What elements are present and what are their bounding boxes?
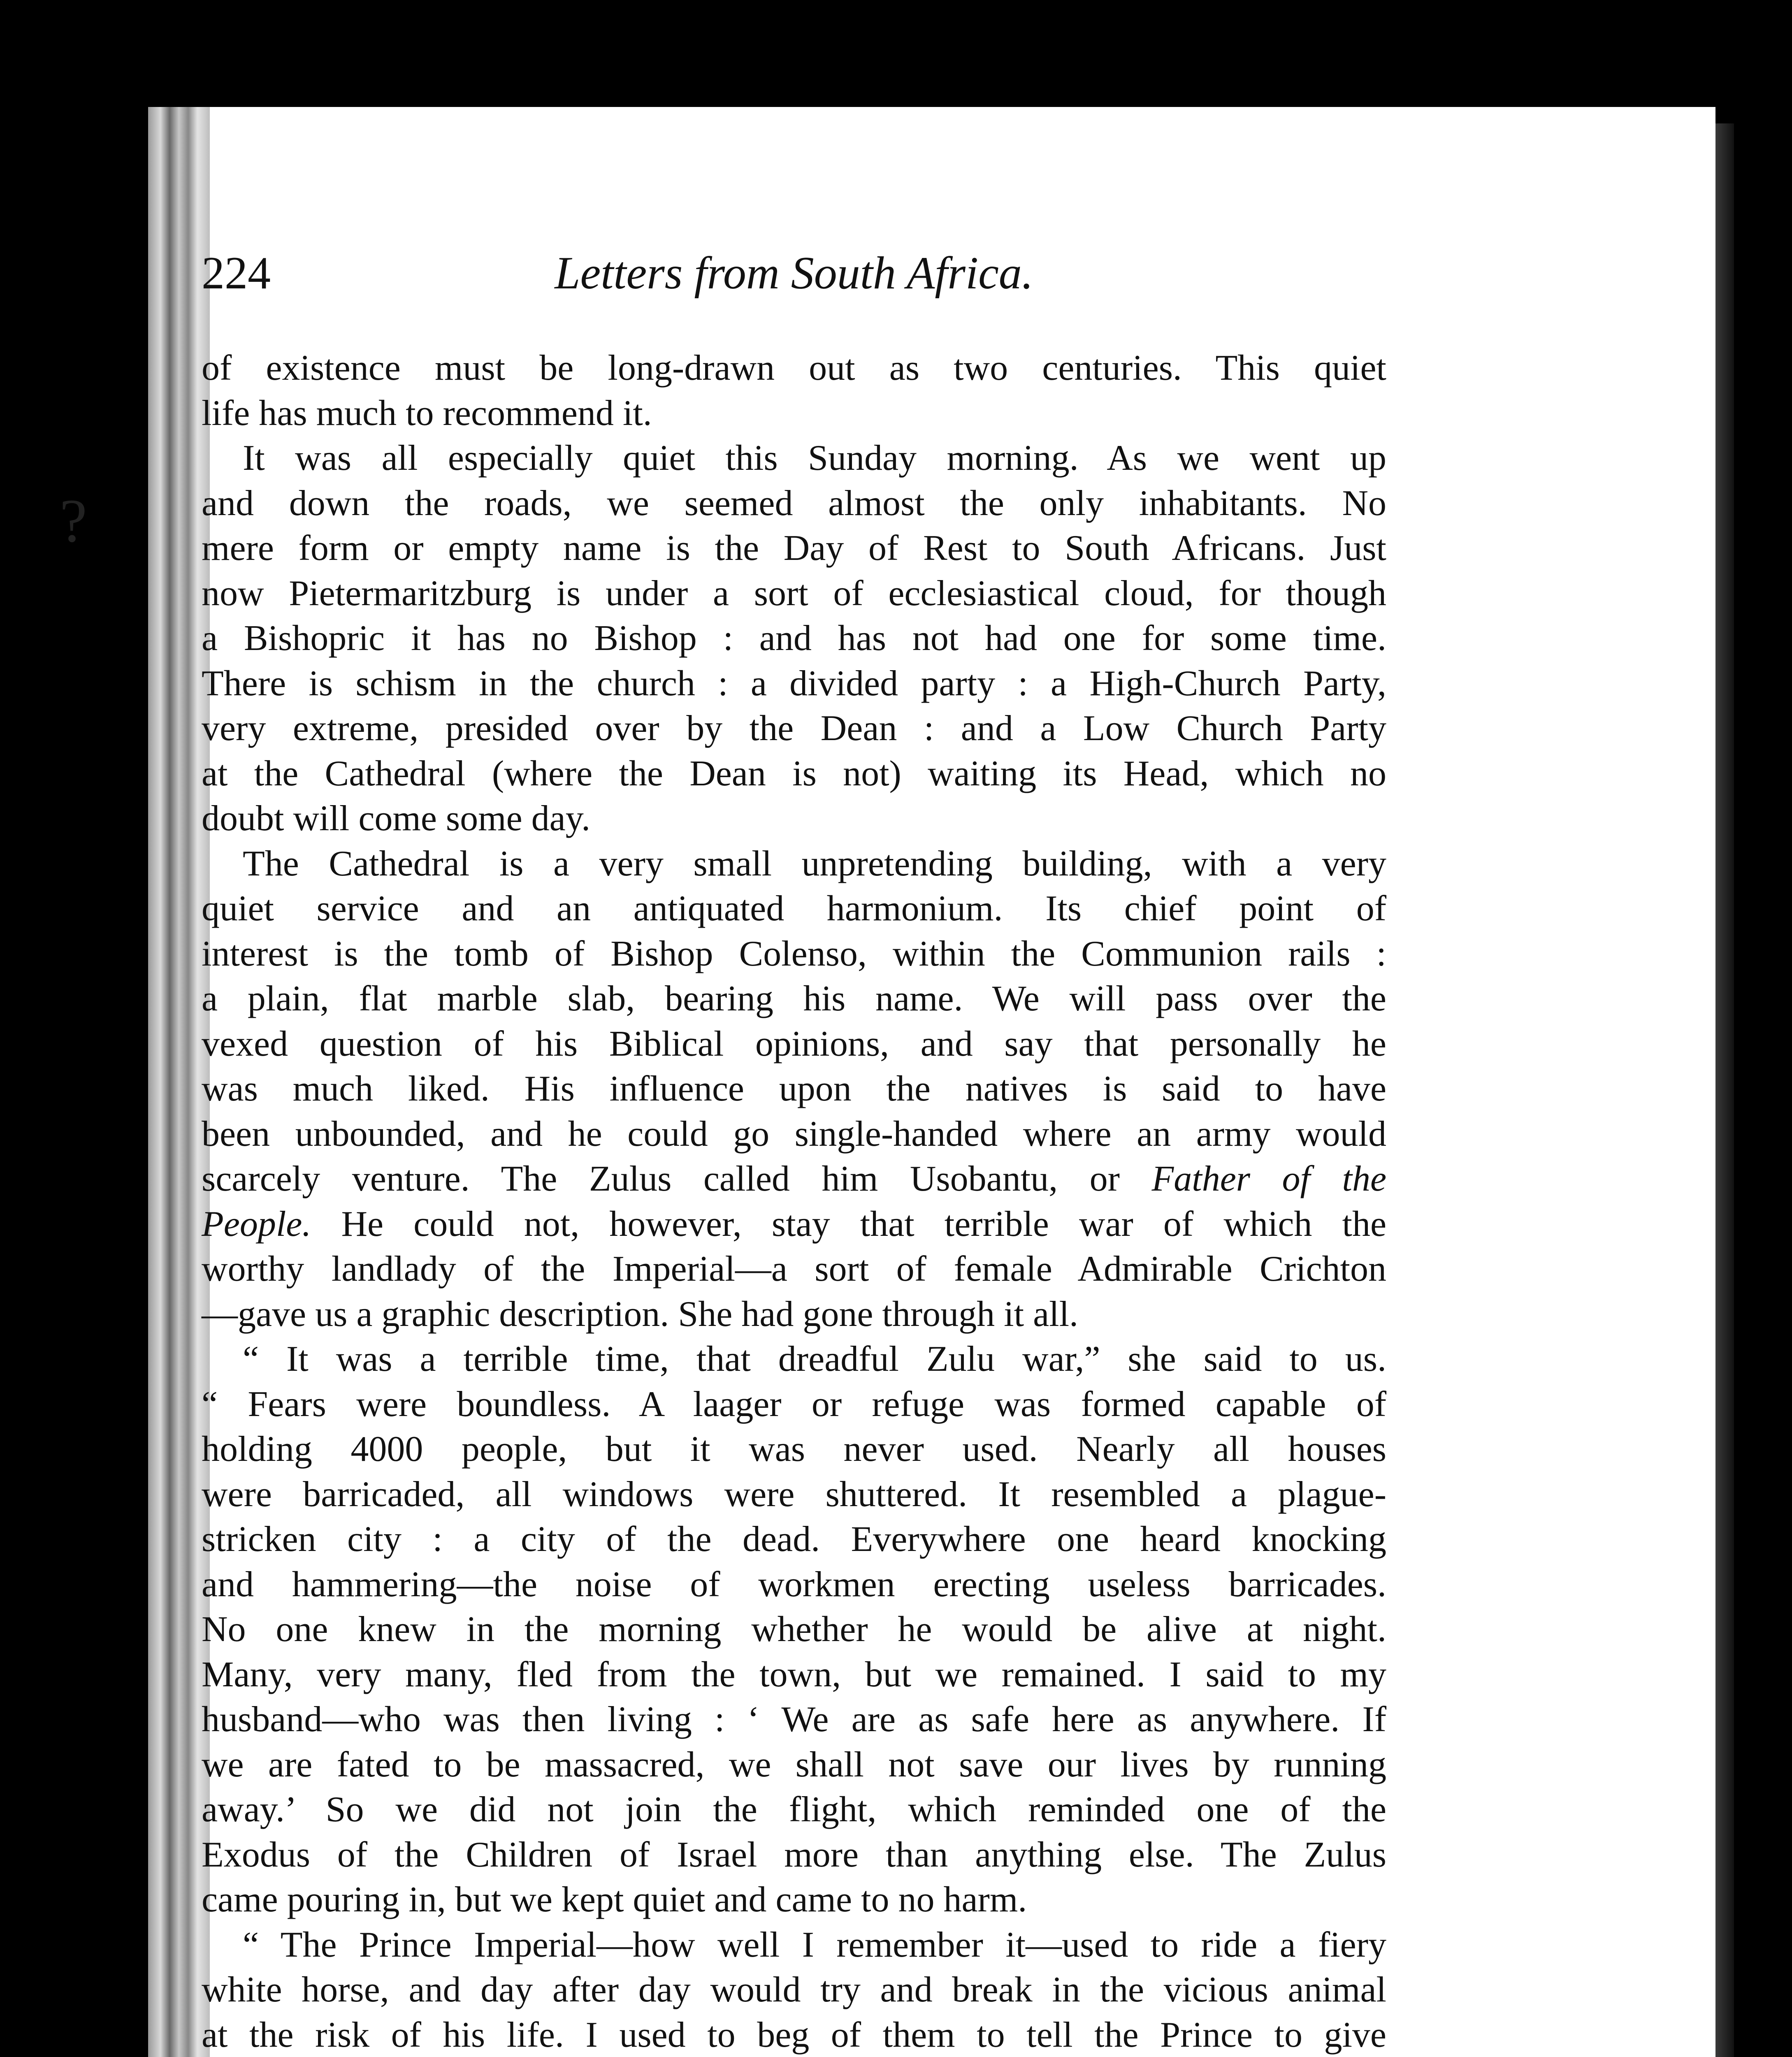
text-segment: scarcely venture. The Zulus called him Usobantu, or (202, 1159, 1120, 1199)
text-line: and hammering—the noise of workmen erecting useless barricades. (202, 1564, 1386, 1604)
text-line: life has much to recommend it. (202, 393, 652, 433)
text-line: was much liked. His influence upon the natives is said to have (202, 1069, 1386, 1109)
page-header (202, 247, 1386, 317)
text-line: worthy landlady of the Imperial—a sort of female Admirable Crichton (202, 1249, 1386, 1289)
text-line: been unbounded, and he could go single-handed where an army would (202, 1114, 1386, 1154)
text-line: holding 4000 people, but it was never used. Nearly all houses (202, 1429, 1386, 1469)
text-segment: He could not, however, stay that terrible war of which the (341, 1204, 1387, 1244)
body-text (202, 346, 1386, 2057)
italic-phrase: Father of the (1151, 1159, 1387, 1199)
text-line: and down the roads, we seemed almost the only inhabitants. No (202, 483, 1386, 523)
text-line: Many, very many, fled from the town, but we remained. I said to my (202, 1654, 1386, 1695)
text-line (202, 1156, 1386, 1202)
text-line: now Pietermaritzburg is under a sort of ecclesiastical cloud, for though (202, 573, 1386, 613)
text-line: came pouring in, but we kept quiet and came to no harm. (202, 1880, 1027, 1920)
text-line: interest is the tomb of Bishop Colenso, within the Communion rails : (202, 933, 1386, 974)
text-line: husband—who was then living : ‘ We are as safe here as anywhere. If (202, 1699, 1386, 1739)
text-line: were barricaded, all windows were shuttered. It resembled a plague- (202, 1474, 1386, 1514)
text-line: The Cathedral is a very small unpretending building, with a very (243, 843, 1386, 884)
text-line: at the Cathedral (where the Dean is not) waiting its Head, which no (202, 753, 1386, 794)
text-line: stricken city : a city of the dead. Everywhere one heard knocking (202, 1519, 1386, 1559)
text-line: No one knew in the morning whether he would be alive at night. (202, 1609, 1386, 1649)
text-line: doubt will come some day. (202, 799, 591, 838)
text-line: It was all especially quiet this Sunday morning. As we went up (243, 438, 1386, 478)
page-number: 224 (202, 248, 271, 299)
text-line: “ It was a terrible time, that dreadful Zulu war,” she said to us. (243, 1339, 1386, 1379)
text-line: very extreme, presided over by the Dean : and a Low Church Party (202, 708, 1386, 748)
text-line: we are fated to be massacred, we shall not save our lives by running (202, 1744, 1386, 1785)
text-line: mere form or empty name is the Day of Rest to South Africans. Just (202, 528, 1386, 568)
book-spine-gutter (148, 107, 210, 2057)
text-line: vexed question of his Biblical opinions, and say that personally he (202, 1024, 1386, 1064)
text-line: at the risk of his life. I used to beg of them to tell the Prince to give (202, 2015, 1386, 2055)
text-line: Exodus of the Children of Israel more than anything else. The Zulus (202, 1834, 1386, 1875)
text-line: There is schism in the church : a divided party : a High-Church Party, (202, 663, 1386, 703)
text-line: a plain, flat marble slab, bearing his name. We will pass over the (202, 979, 1386, 1019)
text-line: white horse, and day after day would try and break in the vicious animal (202, 1970, 1386, 2010)
text-line: “ The Prince Imperial—how well I remember it—used to ride a fiery (243, 1925, 1386, 1965)
running-title: Letters from South Africa. (555, 248, 1033, 299)
text-line: —gave us a graphic description. She had gone through it all. (202, 1294, 1079, 1334)
text-line: of existence must be long-drawn out as two centuries. This quiet (202, 348, 1386, 388)
margin-mark: ? (60, 487, 87, 555)
text-line: away.’ So we did not join the flight, which reminded one of the (202, 1790, 1386, 1829)
text-line (202, 1202, 1386, 1247)
text-line: a Bishopric it has no Bishop : and has not had one for some time. (202, 618, 1386, 658)
text-line: “ Fears were boundless. A laager or refuge was formed capable of (202, 1384, 1386, 1424)
italic-phrase: People. (202, 1204, 311, 1244)
page-edge-shadow (1715, 123, 1734, 2057)
text-line: quiet service and an antiquated harmonium. Its chief point of (202, 889, 1386, 929)
